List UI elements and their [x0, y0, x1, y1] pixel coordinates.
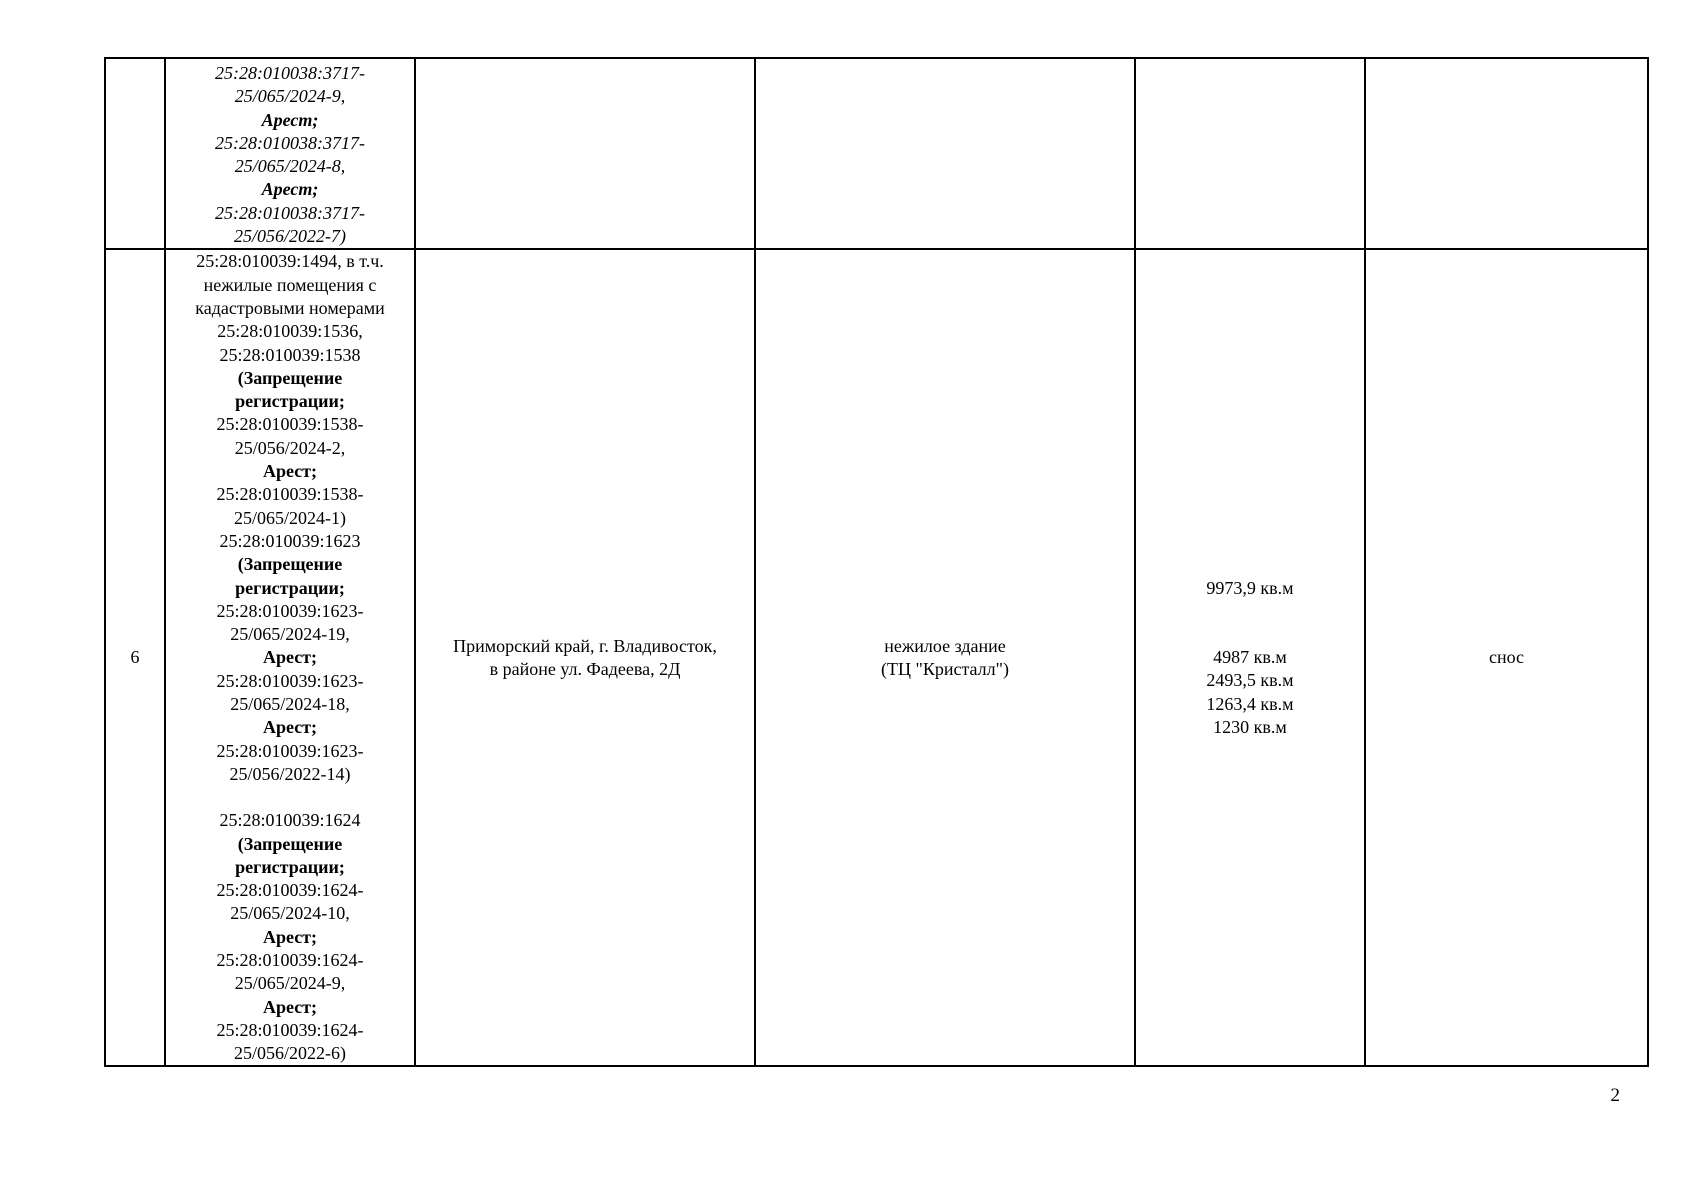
cadastral-line: регистрации; [235, 577, 345, 598]
type-line-1: нежилое здание [884, 635, 1006, 656]
cell-area [1135, 249, 1365, 1066]
cadastral-line: 25:28:010039:1623 [219, 530, 361, 551]
cadastral-line: регистрации; [235, 856, 345, 877]
table-row-6 [105, 249, 1648, 1066]
cell-address [415, 249, 755, 1066]
cadastral-line: 25:28:010039:1538- [216, 414, 364, 435]
cell-number-empty [105, 58, 165, 249]
address-line-1: Приморский край, г. Владивосток, [453, 635, 717, 656]
area-spacer [1140, 600, 1360, 646]
cadastral-line: 25/056/2022-14) [229, 763, 351, 784]
cell-cadastral-continued [165, 58, 415, 249]
cadastral-line: 25:28:010039:1624- [216, 880, 364, 901]
cadastral-line: Арест; [261, 179, 319, 200]
cadastral-line: 25:28:010039:1538- [216, 484, 364, 505]
cadastral-line: 25/056/2022-6) [234, 1043, 346, 1064]
cadastral-line: Арест; [262, 461, 318, 482]
cell-type-empty [755, 58, 1135, 249]
cadastral-line: 25/056/2022-7) [234, 226, 346, 247]
cell-address-empty [415, 58, 755, 249]
cadastral-line: Арест; [262, 996, 318, 1017]
cadastral-line: регистрации; [235, 391, 345, 412]
address-line-2: в районе ул. Фадеева, 2Д [489, 658, 681, 679]
table-row-continued [105, 58, 1648, 249]
cadastral-line: 25/056/2024-2, [234, 437, 346, 458]
property-table [104, 57, 1649, 1067]
cadastral-line: кадастровыми номерами [195, 297, 385, 318]
cadastral-line: (Запрещение [237, 554, 343, 575]
cadastral-line: 25/065/2024-19, [230, 624, 350, 645]
cell-area-empty [1135, 58, 1365, 249]
cadastral-line: (Запрещение [237, 367, 343, 388]
cadastral-line: 25/065/2024-10, [230, 903, 350, 924]
cadastral-line: 25:28:010039:1624 [219, 810, 361, 831]
page-number: 2 [1610, 1085, 1620, 1106]
area-item: 1263,4 кв.м [1206, 693, 1294, 714]
cell-number: 6 [105, 249, 165, 1066]
area-item: 2493,5 кв.м [1206, 670, 1294, 691]
cell-action: снос [1365, 249, 1648, 1066]
cadastral-line: 25:28:010038:3717- [215, 132, 365, 153]
cadastral-lines [170, 250, 410, 1065]
cadastral-line: Арест; [262, 647, 318, 668]
cell-object-type [755, 249, 1135, 1066]
cadastral-line: 25/065/2024-18, [230, 694, 350, 715]
cadastral-spacer [170, 786, 410, 809]
cadastral-line: 25:28:010039:1538 [219, 344, 361, 365]
cadastral-line: (Запрещение [237, 833, 343, 854]
cadastral-line: 25/065/2024-8, [234, 156, 346, 177]
cadastral-line: 25:28:010039:1624- [216, 949, 364, 970]
cadastral-line: 25:28:010038:3717- [215, 63, 365, 83]
cadastral-lines-continued [170, 62, 410, 248]
cell-cadastral [165, 249, 415, 1066]
cadastral-line: 25:28:010039:1623- [216, 740, 364, 761]
cell-action-empty [1365, 58, 1648, 249]
area-item: 1230 кв.м [1213, 716, 1287, 737]
cadastral-line: 25:28:010039:1623- [216, 600, 364, 621]
cadastral-line: 25:28:010039:1536, [217, 321, 363, 342]
cadastral-line: Арест; [262, 717, 318, 738]
cadastral-line: 25:28:010039:1623- [216, 670, 364, 691]
cadastral-line: нежилые помещения с [203, 274, 377, 295]
cadastral-line: Арест; [261, 109, 319, 130]
cadastral-line: 25/065/2024-9, [234, 86, 346, 107]
cadastral-line: 25/065/2024-1) [234, 507, 346, 528]
type-line-2: (ТЦ "Кристалл") [880, 658, 1009, 679]
cadastral-line: 25/065/2024-9, [234, 973, 346, 994]
area-item: 4987 кв.м [1213, 646, 1287, 667]
cadastral-line: Арест; [262, 926, 318, 947]
cadastral-line: 25:28:010038:3717- [215, 202, 365, 223]
cadastral-line: 25:28:010039:1624- [216, 1019, 364, 1040]
cadastral-line: 25:28:010039:1494, в т.ч. [196, 251, 384, 272]
area-total: 9973,9 кв.м [1206, 577, 1294, 598]
